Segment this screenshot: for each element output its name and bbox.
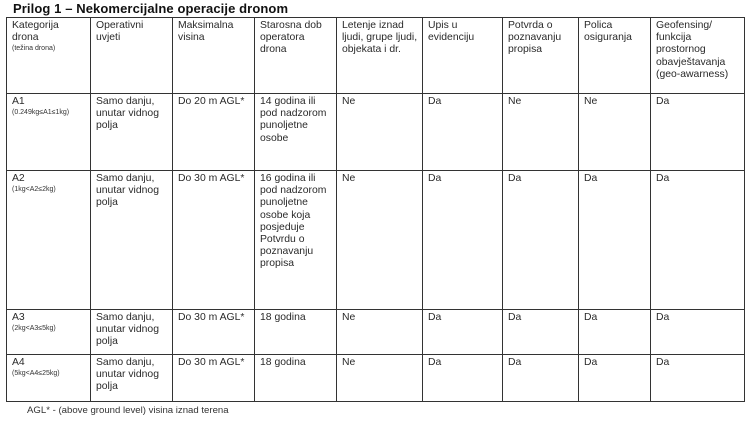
cell-conditions: Samo danju, unutar vidnog polja [91, 310, 173, 355]
cell-certificate: Da [503, 355, 579, 402]
cell-max-height: Do 30 m AGL* [173, 171, 255, 310]
category-weight: (2kg<A3≤5kg) [12, 325, 56, 333]
cell-geofencing: Da [651, 310, 745, 355]
cell-category [7, 355, 91, 402]
document-title: Prilog 1 – Nekomercijalne operacije dronom [13, 1, 289, 16]
cell-over-people: Ne [337, 310, 423, 355]
cell-max-height: Do 30 m AGL* [173, 310, 255, 355]
header-label: Kategorija drona [12, 20, 59, 44]
table-row [7, 310, 745, 355]
cell-registration: Da [423, 171, 503, 310]
cell-registration: Da [423, 355, 503, 402]
header-registration: Upis u evidenciju [423, 18, 503, 94]
cell-certificate: Da [503, 171, 579, 310]
cell-insurance: Ne [579, 94, 651, 171]
cell-certificate: Ne [503, 94, 579, 171]
drone-operations-table [6, 17, 745, 402]
cell-age: 18 godina [255, 355, 337, 402]
table-row [7, 171, 745, 310]
category-name: A3 [12, 312, 25, 323]
cell-conditions: Samo danju, unutar vidnog polja [91, 171, 173, 310]
header-conditions: Operativni uvjeti [91, 18, 173, 94]
table-row [7, 355, 745, 402]
cell-over-people: Ne [337, 94, 423, 171]
cell-age: 16 godina ili pod nadzorom punoljetne osobe koja posjeduje Potvrdu o poznavanju propisa [255, 171, 337, 310]
header-over-people: Letenje iznad ljudi, grupe ljudi, objekata i dr. [337, 18, 423, 94]
cell-over-people: Ne [337, 355, 423, 402]
cell-max-height: Do 30 m AGL* [173, 355, 255, 402]
cell-registration: Da [423, 94, 503, 171]
cell-geofencing: Da [651, 355, 745, 402]
category-weight: (5kg<A4≤25kg) [12, 370, 60, 378]
cell-category [7, 310, 91, 355]
header-geofencing: Geofensing/ funkcija prostornog obavještavanja (geo-awarness) [651, 18, 745, 94]
header-sublabel: (težina drona) [12, 45, 56, 53]
cell-insurance: Da [579, 355, 651, 402]
category-name: A2 [12, 173, 25, 184]
category-name: A4 [12, 357, 25, 368]
cell-max-height: Do 20 m AGL* [173, 94, 255, 171]
header-max-height: Maksimalna visina [173, 18, 255, 94]
cell-category [7, 94, 91, 171]
category-name: A1 [12, 96, 25, 107]
cell-conditions: Samo danju, unutar vidnog polja [91, 355, 173, 402]
header-insurance: Polica osiguranja [579, 18, 651, 94]
cell-insurance: Da [579, 310, 651, 355]
cell-over-people: Ne [337, 171, 423, 310]
header-certificate: Potvrda o poznavanju propisa [503, 18, 579, 94]
cell-certificate: Da [503, 310, 579, 355]
cell-age: 18 godina [255, 310, 337, 355]
category-weight: (0.249kg≤A1≤1kg) [12, 109, 70, 117]
header-category [7, 18, 91, 94]
cell-category [7, 171, 91, 310]
table-row [7, 94, 745, 171]
cell-registration: Da [423, 310, 503, 355]
footnote: AGL* - (above ground level) visina iznad terena [27, 405, 229, 416]
table-header-row [7, 18, 745, 94]
cell-conditions: Samo danju, unutar vidnog polja [91, 94, 173, 171]
cell-geofencing: Da [651, 171, 745, 310]
cell-insurance: Da [579, 171, 651, 310]
category-weight: (1kg<A2≤2kg) [12, 186, 56, 194]
cell-geofencing: Da [651, 94, 745, 171]
header-age: Starosna dob operatora drona [255, 18, 337, 94]
cell-age: 14 godina ili pod nadzorom punoljetne osobe [255, 94, 337, 171]
